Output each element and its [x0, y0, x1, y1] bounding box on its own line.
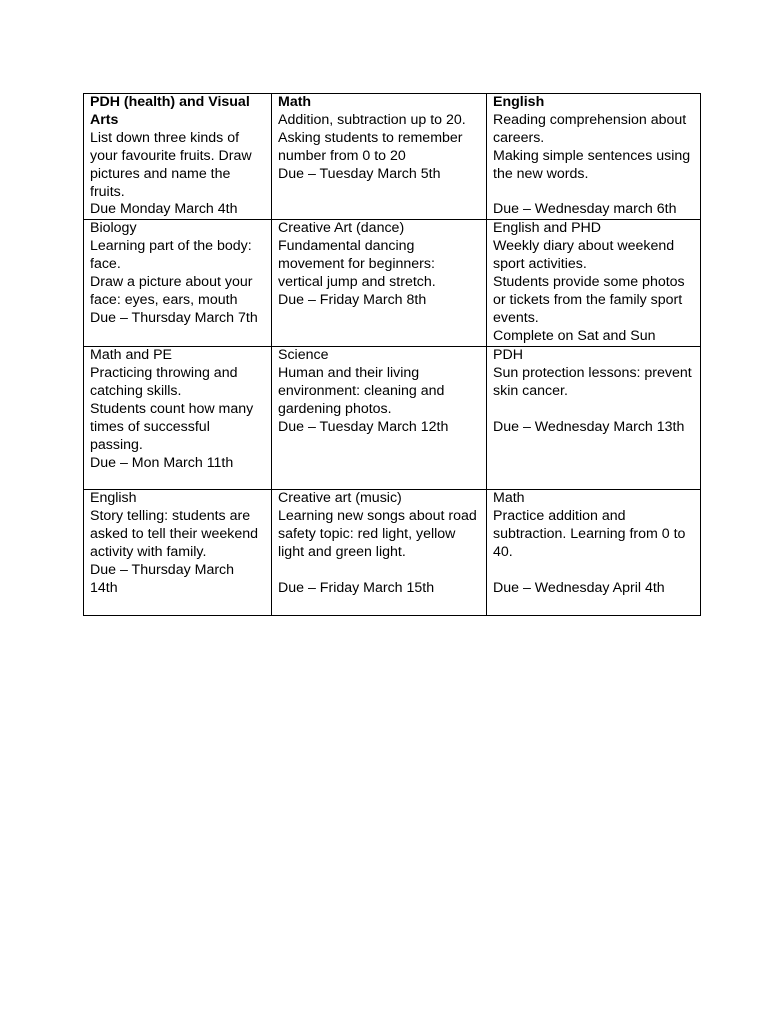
table-cell — [272, 490, 487, 616]
subject-heading: PDH — [493, 347, 523, 364]
subject-heading: Biology — [90, 220, 137, 237]
blank-line — [493, 184, 694, 202]
table-row — [84, 94, 701, 220]
task-text: Fundamental dancing movement for beginners: vertical jump and stretch. — [278, 238, 439, 291]
table-row — [84, 220, 701, 347]
task-text: Due – Tuesday March 12th — [278, 418, 449, 435]
task-text: Due – Wednesday March 13th — [493, 418, 685, 435]
subject-heading: Creative Art (dance) — [278, 220, 405, 237]
task-text: Story telling: students are asked to tell their weekend activity with family. — [90, 508, 262, 561]
task-text: Due – Wednesday march 6th — [493, 201, 677, 218]
task-text: Practicing throwing and catching skills. — [90, 365, 242, 400]
cell-content — [90, 490, 265, 597]
task-text: Reading comprehension about careers. — [493, 111, 691, 146]
table-cell — [272, 220, 487, 347]
table-row — [84, 490, 701, 616]
subject-heading: Math — [278, 94, 312, 110]
cell-content — [493, 220, 694, 345]
table-cell — [84, 347, 272, 490]
blank-line — [493, 562, 694, 580]
cell-content — [493, 94, 694, 219]
subject-heading: Science — [278, 347, 329, 364]
table-row — [84, 347, 701, 490]
cell-content — [278, 94, 480, 184]
task-text: Asking students to remember number from 0 to 20 — [278, 129, 467, 164]
task-text: Learning part of the body: face. — [90, 238, 256, 273]
table-cell — [487, 94, 701, 220]
table-cell — [84, 220, 272, 347]
subject-heading: English — [90, 490, 137, 507]
task-text: Making simple sentences using the new words. — [493, 147, 695, 182]
cell-content — [90, 94, 265, 219]
subject-heading: Math and PE — [90, 347, 173, 364]
cell-content — [493, 490, 694, 597]
task-text: Due – Friday March 15th — [278, 579, 435, 596]
table-cell — [84, 490, 272, 616]
task-text: Due Monday March 4th — [90, 201, 238, 218]
subject-heading: Math — [493, 490, 525, 507]
task-text: Human and their living environment: cleaning and gardening photos. — [278, 365, 449, 418]
table-cell — [487, 347, 701, 490]
table-cell — [272, 94, 487, 220]
task-text: Due – Thursday March 7th — [90, 309, 258, 326]
table-cell — [272, 347, 487, 490]
task-text: Due – Friday March 8th — [278, 291, 427, 308]
task-text: Draw a picture about your face: eyes, ears, mouth — [90, 274, 257, 308]
cell-content — [90, 220, 265, 327]
subject-heading: Creative art (music) — [278, 490, 402, 507]
task-text: List down three kinds of your favourite fruits. Draw pictures and name the fruits. — [90, 129, 256, 200]
task-text: Due – Mon March 11th — [90, 454, 234, 471]
task-text: Due – Tuesday March 5th — [278, 165, 441, 182]
homework-schedule-table — [83, 93, 701, 616]
cell-content — [278, 220, 480, 310]
blank-line — [278, 562, 480, 580]
cell-content — [90, 347, 265, 472]
task-text: Learning new songs about road safety topic: red light, yellow light and green light. — [278, 508, 481, 561]
subject-heading: English and PHD — [493, 220, 602, 237]
table-cell — [487, 490, 701, 616]
task-text: Due – Wednesday April 4th — [493, 579, 665, 596]
task-text: Practice addition and subtraction. Learning from 0 to 40. — [493, 508, 690, 561]
task-text: Addition, subtraction up to 20. — [278, 111, 466, 128]
task-text: Complete on Sat and Sun — [493, 327, 656, 344]
table-cell — [84, 94, 272, 220]
cell-content — [278, 490, 480, 597]
subject-heading: English — [493, 94, 545, 110]
table-cell — [487, 220, 701, 347]
blank-line — [493, 401, 694, 419]
task-text: Sun protection lessons: prevent skin cancer. — [493, 365, 696, 400]
cell-content — [278, 347, 480, 437]
task-text: Students count how many times of successful passing. — [90, 401, 258, 453]
task-text: Weekly diary about weekend sport activities. — [493, 238, 679, 273]
table-body — [84, 94, 701, 616]
cell-content — [493, 347, 694, 437]
task-text: Due – Thursday March 14th — [90, 561, 238, 596]
subject-heading: PDH (health) and Visual Arts — [90, 94, 254, 128]
task-text: Students provide some photos or tickets from the family sport events. — [493, 274, 689, 326]
